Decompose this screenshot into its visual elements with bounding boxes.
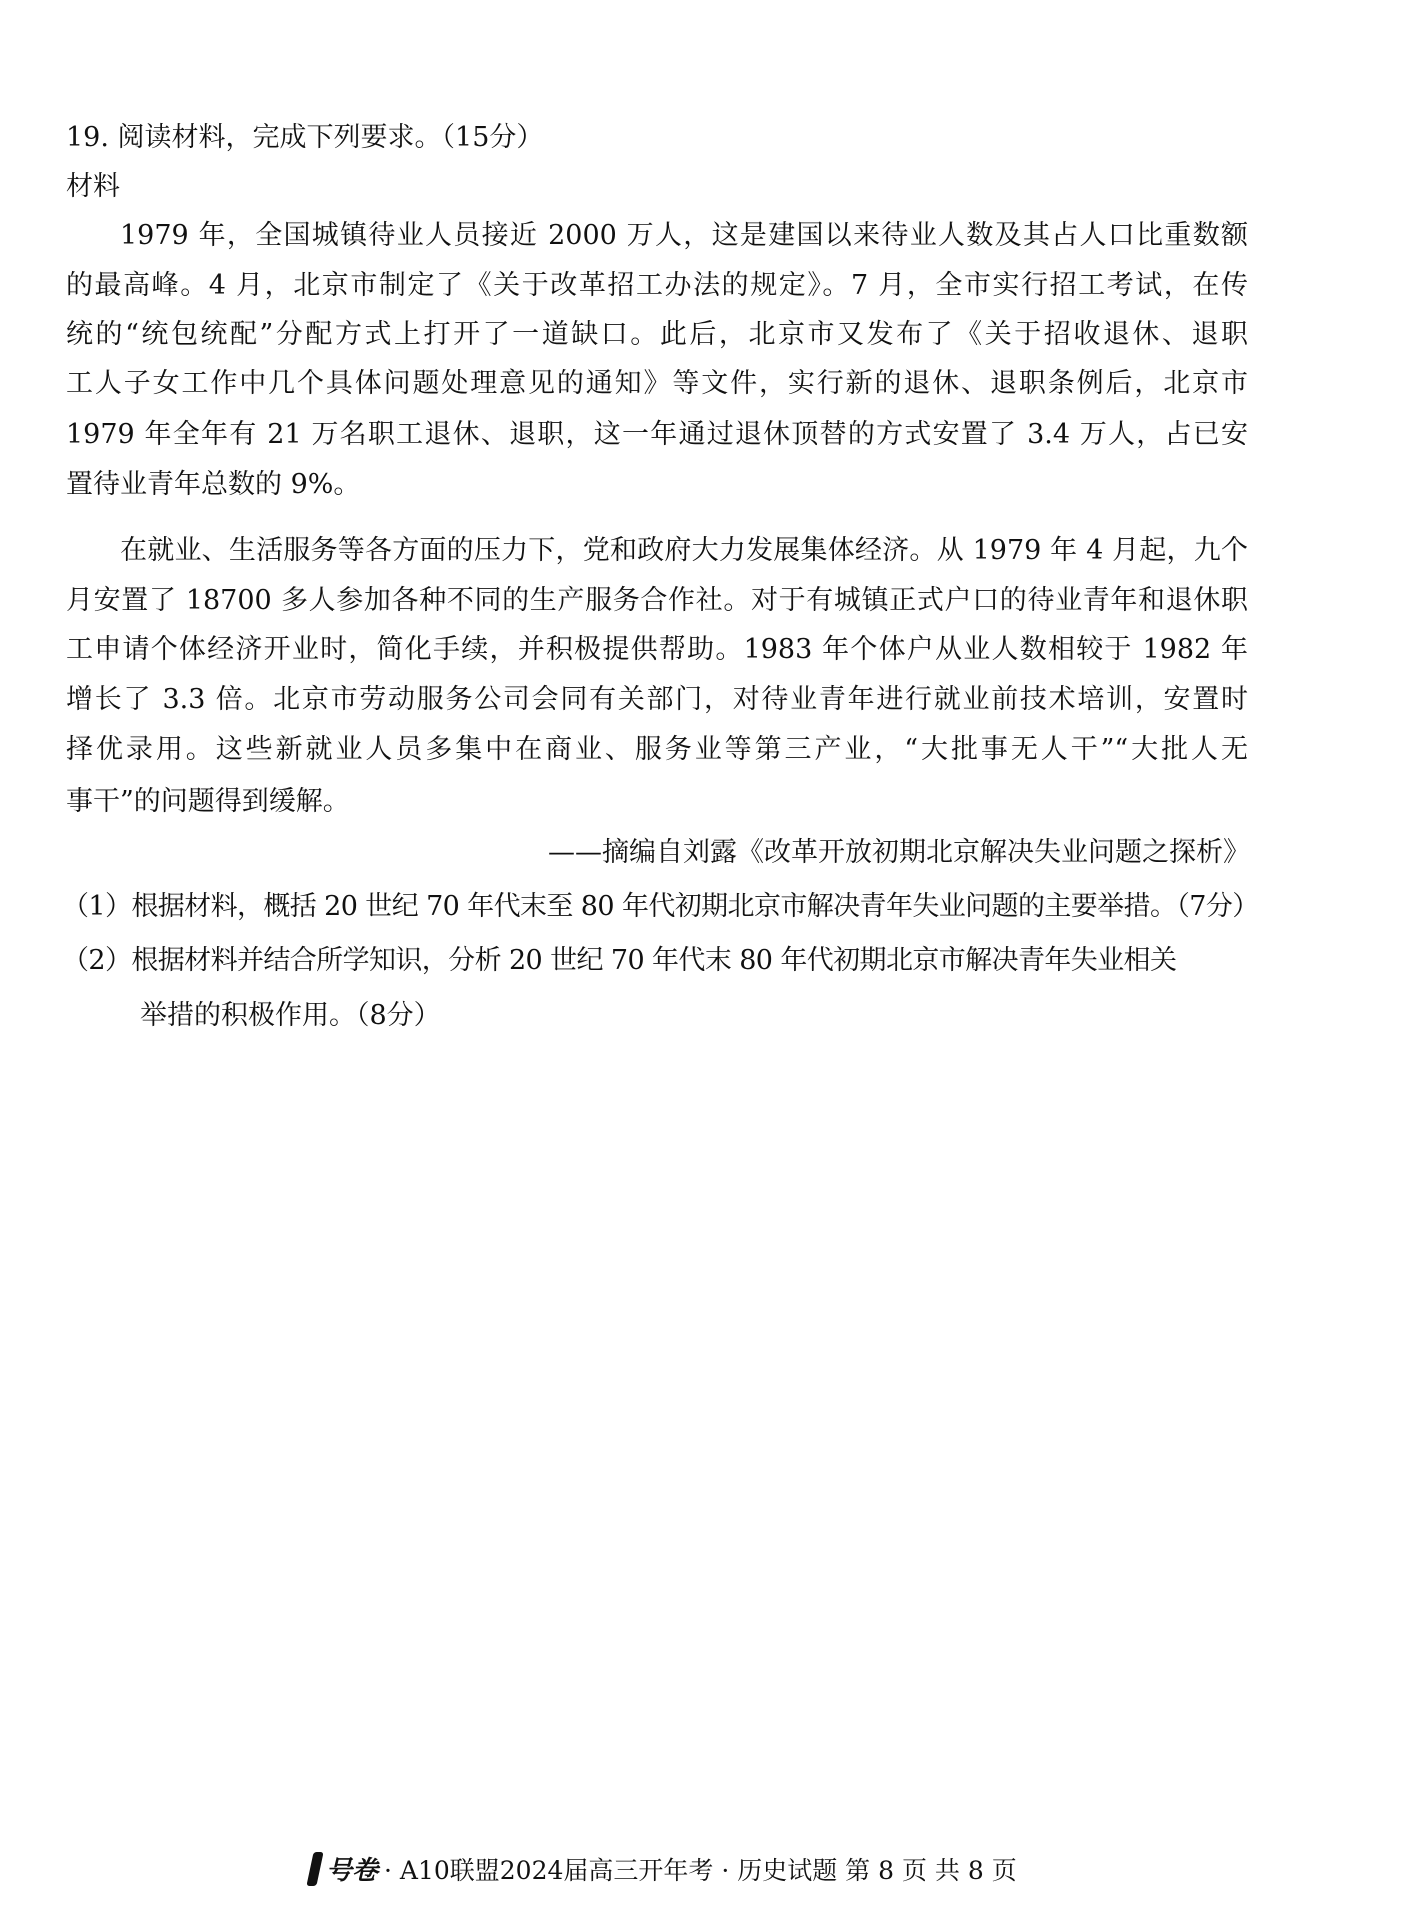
material-label: 材料 xyxy=(66,171,120,202)
paragraph-line: 1979 年全年有 21 万名职工退休、退职，这一年通过退休顶替的方式安置了 3.4 万人，占已安 xyxy=(66,419,1248,450)
paragraph-line: 月安置了 18700 多人参加各种不同的生产服务合作社。对于有城镇正式户口的待业青年和退休职 xyxy=(66,585,1248,616)
source-citation: ——摘编自刘露《改革开放初期北京解决失业问题之探析》 xyxy=(548,837,1250,868)
sub-question-2-continued: 举措的积极作用。（8分） xyxy=(140,1000,441,1031)
paragraph-line: 增长了 3.3 倍。北京市劳动服务公司会同有关部门，对待业青年进行就业前技术培训，安置时 xyxy=(66,684,1248,715)
sub-question-1: （1）根据材料，概括 20 世纪 70 年代末至 80 年代初期北京市解决青年失业问题的主要举措。（7分） xyxy=(62,891,1259,922)
paragraph-line: 置待业青年总数的 9%。 xyxy=(66,469,361,500)
paragraph-line: 的最高峰。4 月，北京市制定了《关于改革招工办法的规定》。7 月，全市实行招工考试，在传 xyxy=(66,270,1248,301)
footer-text: · A10联盟2024届高三开年考 · 历史试题 第 8 页 共 8 页 xyxy=(384,1855,1017,1885)
paragraph-line: 在就业、生活服务等各方面的压力下，党和政府大力发展集体经济。从 1979 年 4 月起，九个 xyxy=(120,535,1248,566)
exam-logo-icon xyxy=(306,1852,323,1886)
sub-question-2: （2）根据材料并结合所学知识，分析 20 世纪 70 年代末 80 年代初期北京市解决青年失业相关 xyxy=(62,945,1177,976)
paragraph-line: 1979 年，全国城镇待业人员接近 2000 万人，这是建国以来待业人数及其占人口比重数额 xyxy=(120,220,1248,251)
paragraph-line: 择优录用。这些新就业人员多集中在商业、服务业等第三产业，“大批事无人干”“大批人无 xyxy=(66,734,1248,765)
question-title: 19. 阅读材料，完成下列要求。（15分） xyxy=(66,122,544,153)
paragraph-line: 工人子女工作中几个具体问题处理意见的通知》等文件，实行新的退休、退职条例后，北京市 xyxy=(66,368,1248,399)
page-footer xyxy=(310,1850,1017,1887)
paragraph-line: 工申请个体经济开业时，简化手续，并积极提供帮助。1983 年个体户从业人数相较于 1982 年 xyxy=(66,634,1248,665)
paragraph-line: 事干”的问题得到缓解。 xyxy=(66,786,350,817)
paragraph-line: 统的“统包统配”分配方式上打开了一道缺口。此后，北京市又发布了《关于招收退休、退职 xyxy=(66,319,1248,350)
exam-logo-text: 号卷 xyxy=(326,1856,379,1886)
